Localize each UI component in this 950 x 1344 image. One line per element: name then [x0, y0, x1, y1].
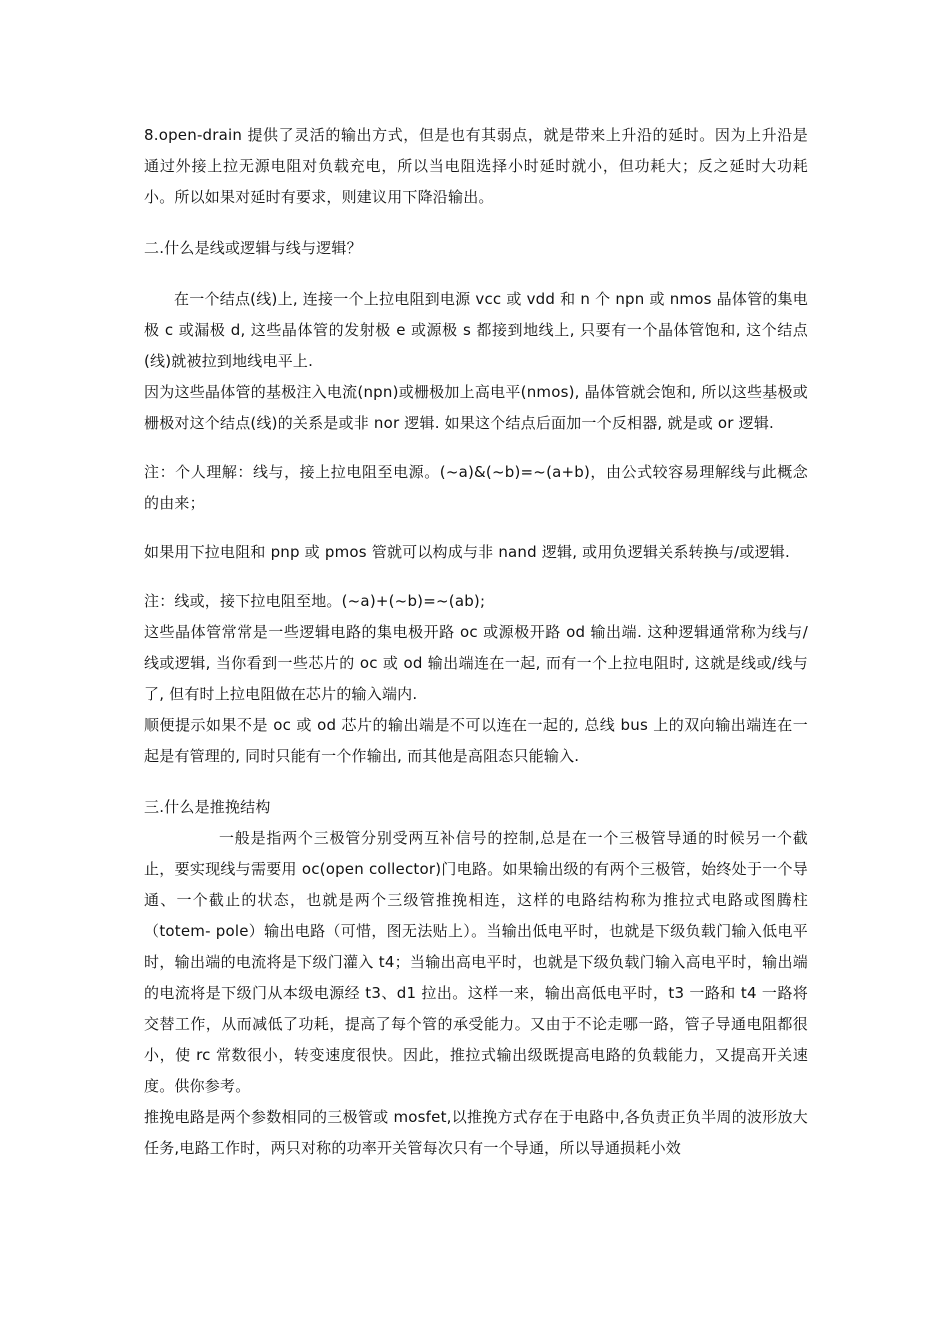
paragraph-oc-od: 这些晶体管常常是一些逻辑电路的集电极开路 oc 或源极开路 od 输出端. 这种逻辑通常称为线与/线或逻辑, 当你看到一些芯片的 oc 或 od 输出端连在一起, 而有一个上拉电阻时, 这就是线或/线与了, 但有时上拉电阻做在芯片的输入端内.	[144, 623, 808, 703]
paragraph-node-pullup: 在一个结点(线)上, 连接一个上拉电阻到电源 vcc 或 vdd 和 n 个 npn 或 nmos 晶体管的集电极 c 或漏极 d, 这些晶体管的发射极 e 或源极 s 都接到地线上, 只要有一个晶体管饱和, 这个结点(线)就被拉到地线电平上.	[144, 290, 808, 370]
paragraph-push-pull-mosfet: 推挽电路是两个参数相同的三极管或 mosfet,以推挽方式存在于电路中,各负责正负半周的波形放大任务,电路工作时，两只对称的功率开关管每次只有一个导通，所以导通损耗小效	[144, 1108, 808, 1157]
paragraph-pulldown-pnp: 如果用下拉电阻和 pnp 或 pmos 管就可以构成与非 nand 逻辑, 或用负逻辑关系转换与/或逻辑.	[144, 543, 790, 561]
section-heading-wired-logic: 二.什么是线或逻辑与线与逻辑？	[144, 239, 362, 257]
paragraph-bus-hint: 顺便提示如果不是 oc 或 od 芯片的输出端是不可以连在一起的, 总线 bus 上的双向输出端连在一起是有管理的, 同时只能有一个作输出, 而其他是高阻态只能输入.	[144, 716, 808, 765]
note-wired-or: 注：线或，接下拉电阻至地。(~a)+(~b)=~(ab);	[144, 592, 486, 610]
note-wired-and: 注：个人理解：线与，接上拉电阻至电源。(~a)&(~b)=~(a+b)，由公式较容易理解线与此概念的由来；	[144, 463, 808, 512]
paragraph-open-drain: 8.open-drain 提供了灵活的输出方式，但是也有其弱点，就是带来上升沿的延时。因为上升沿是通过外接上拉无源电阻对负载充电，所以当电阻选择小时延时就小，但功耗大；反之延时大功耗小。所以如果对延时有要求，则建议用下降沿输出。	[144, 126, 808, 206]
section-heading-push-pull: 三.什么是推挽结构	[144, 798, 271, 816]
document-page	[144, 120, 808, 1164]
paragraph-push-pull-general: 一般是指两个三极管分别受两互补信号的控制,总是在一个三极管导通的时候另一个截止，要实现线与需要用 oc(open collector)门电路。如果输出级的有两个三极管，始终处于一个导通、一个截止的状态，也就是两个三级管推挽相连，这样的电路结构称为推拉式电路或图腾柱（totem- pole）输出电路（可惜，图无法贴上）。当输出低电平时，也就是下级负载门输入低电平时，输出端的电流将是下级门灌入 t4；当输出高电平时，也就是下级负载门输入高电平时，输出端的电流将是下级门从本级电源经 t3、d1 拉出。这样一来，输出高低电平时，t3 一路和 t4 一路将交替工作，从而减低了功耗，提高了每个管的承受能力。又由于不论走哪一路，管子导通电阻都很小，使 rc 常数很小，转变速度很快。因此，推拉式输出级既提高电路的负载能力，又提高开关速度。供你参考。	[144, 829, 808, 1095]
paragraph-base-gate: 因为这些晶体管的基极注入电流(npn)或栅极加上高电平(nmos), 晶体管就会饱和, 所以这些基极或栅极对这个结点(线)的关系是或非 nor 逻辑. 如果这个结点后面加一个反相器, 就是或 or 逻辑.	[144, 383, 808, 432]
